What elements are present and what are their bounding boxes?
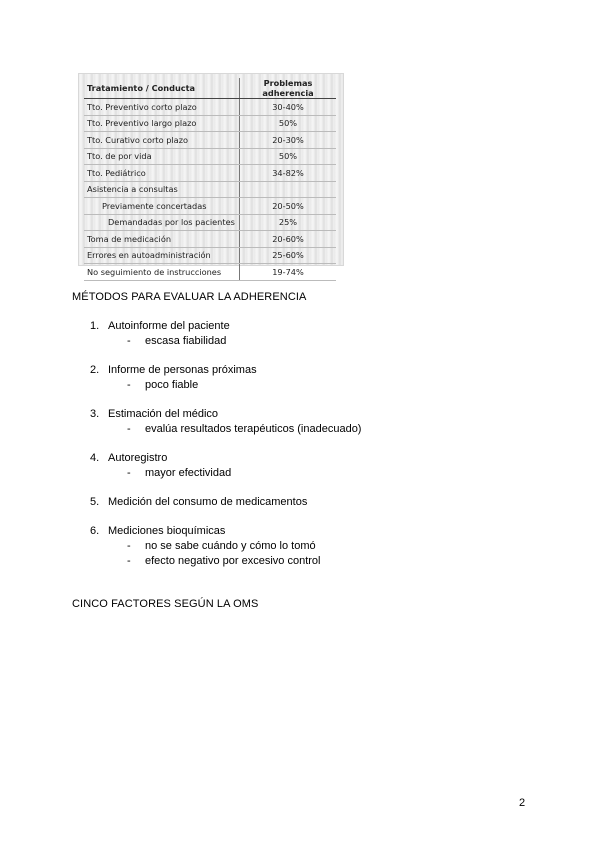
table-row (84, 247, 336, 264)
row-value: 20-50% (240, 198, 337, 215)
sub-item-text: evalúa resultados terapéuticos (inadecuado) (145, 423, 362, 435)
row-value (240, 181, 337, 198)
list-item (90, 496, 307, 508)
page-number: 2 (519, 797, 526, 809)
row-label: Demandadas por los pacientes (84, 214, 240, 231)
item-text: Informe de personas próximas (108, 364, 257, 376)
item-number: 2. (90, 364, 100, 376)
sub-list-item (127, 540, 316, 552)
item-number: 3. (90, 408, 100, 420)
row-label: Previamente concertadas (84, 198, 240, 215)
section-heading-oms-factors: CINCO FACTORES SEGÚN LA OMS (72, 598, 259, 610)
list-item (90, 408, 218, 420)
table-row (84, 148, 336, 165)
table-row (84, 231, 336, 248)
row-value: 25-60% (240, 247, 337, 264)
row-value: 20-30% (240, 132, 337, 149)
item-text: Mediciones bioquímicas (108, 525, 226, 537)
row-value: 30-40% (240, 99, 337, 116)
sub-item-text: mayor efectividad (145, 467, 232, 479)
row-value: 34-82% (240, 165, 337, 182)
list-item (90, 320, 230, 332)
row-label: Tto. Pediátrico (84, 165, 240, 182)
item-text: Medición del consumo de medicamentos (108, 496, 308, 508)
table-row (84, 181, 336, 198)
list-item (90, 364, 257, 376)
table-row (84, 165, 336, 182)
row-value: 50% (240, 148, 337, 165)
table-row (84, 115, 336, 132)
row-value: 50% (240, 115, 337, 132)
item-text: Autoregistro (108, 452, 168, 464)
sub-list-item (127, 555, 321, 567)
table-header-row (84, 78, 336, 99)
row-value: 19-74% (240, 264, 337, 281)
dash-bullet: - (127, 467, 131, 479)
sub-item-text: escasa fiabilidad (145, 335, 227, 347)
item-text: Estimación del médico (108, 408, 219, 420)
row-label: Tto. Preventivo largo plazo (84, 115, 240, 132)
sub-item-text: no se sabe cuándo y cómo lo tomó (145, 540, 316, 552)
sub-item-text: efecto negativo por excesivo control (145, 555, 321, 567)
row-label: Toma de medicación (84, 231, 240, 248)
dash-bullet: - (127, 335, 131, 347)
row-value: 20-60% (240, 231, 337, 248)
column-header-treatment: Tratamiento / Conducta (84, 78, 240, 99)
adherence-table (84, 78, 336, 281)
table-row (84, 132, 336, 149)
item-number: 4. (90, 452, 100, 464)
row-label: Errores en autoadministración (84, 247, 240, 264)
item-number: 1. (90, 320, 100, 332)
table-row (84, 99, 336, 116)
table-row (84, 198, 336, 215)
section-heading-methods: MÉTODOS PARA EVALUAR LA ADHERENCIA (72, 291, 307, 303)
sub-item-text: poco fiable (145, 379, 199, 391)
column-header-adherence: Problemas adherencia (240, 78, 337, 99)
table-row (84, 264, 336, 281)
sub-list-item (127, 379, 198, 391)
dash-bullet: - (127, 423, 131, 435)
item-text: Autoinforme del paciente (108, 320, 230, 332)
item-number: 5. (90, 496, 100, 508)
row-label: Tto. Preventivo corto plazo (84, 99, 240, 116)
table-row (84, 214, 336, 231)
list-item (90, 452, 167, 464)
list-item (90, 525, 225, 537)
row-value: 25% (240, 214, 337, 231)
sub-list-item (127, 467, 231, 479)
dash-bullet: - (127, 379, 131, 391)
row-label: Asistencia a consultas (84, 181, 240, 198)
item-number: 6. (90, 525, 100, 537)
sub-list-item (127, 335, 226, 347)
dash-bullet: - (127, 540, 131, 552)
row-label: Tto. Curativo corto plazo (84, 132, 240, 149)
sub-list-item (127, 423, 361, 435)
dash-bullet: - (127, 555, 131, 567)
row-label: Tto. de por vida (84, 148, 240, 165)
row-label: No seguimiento de instrucciones (84, 264, 240, 281)
